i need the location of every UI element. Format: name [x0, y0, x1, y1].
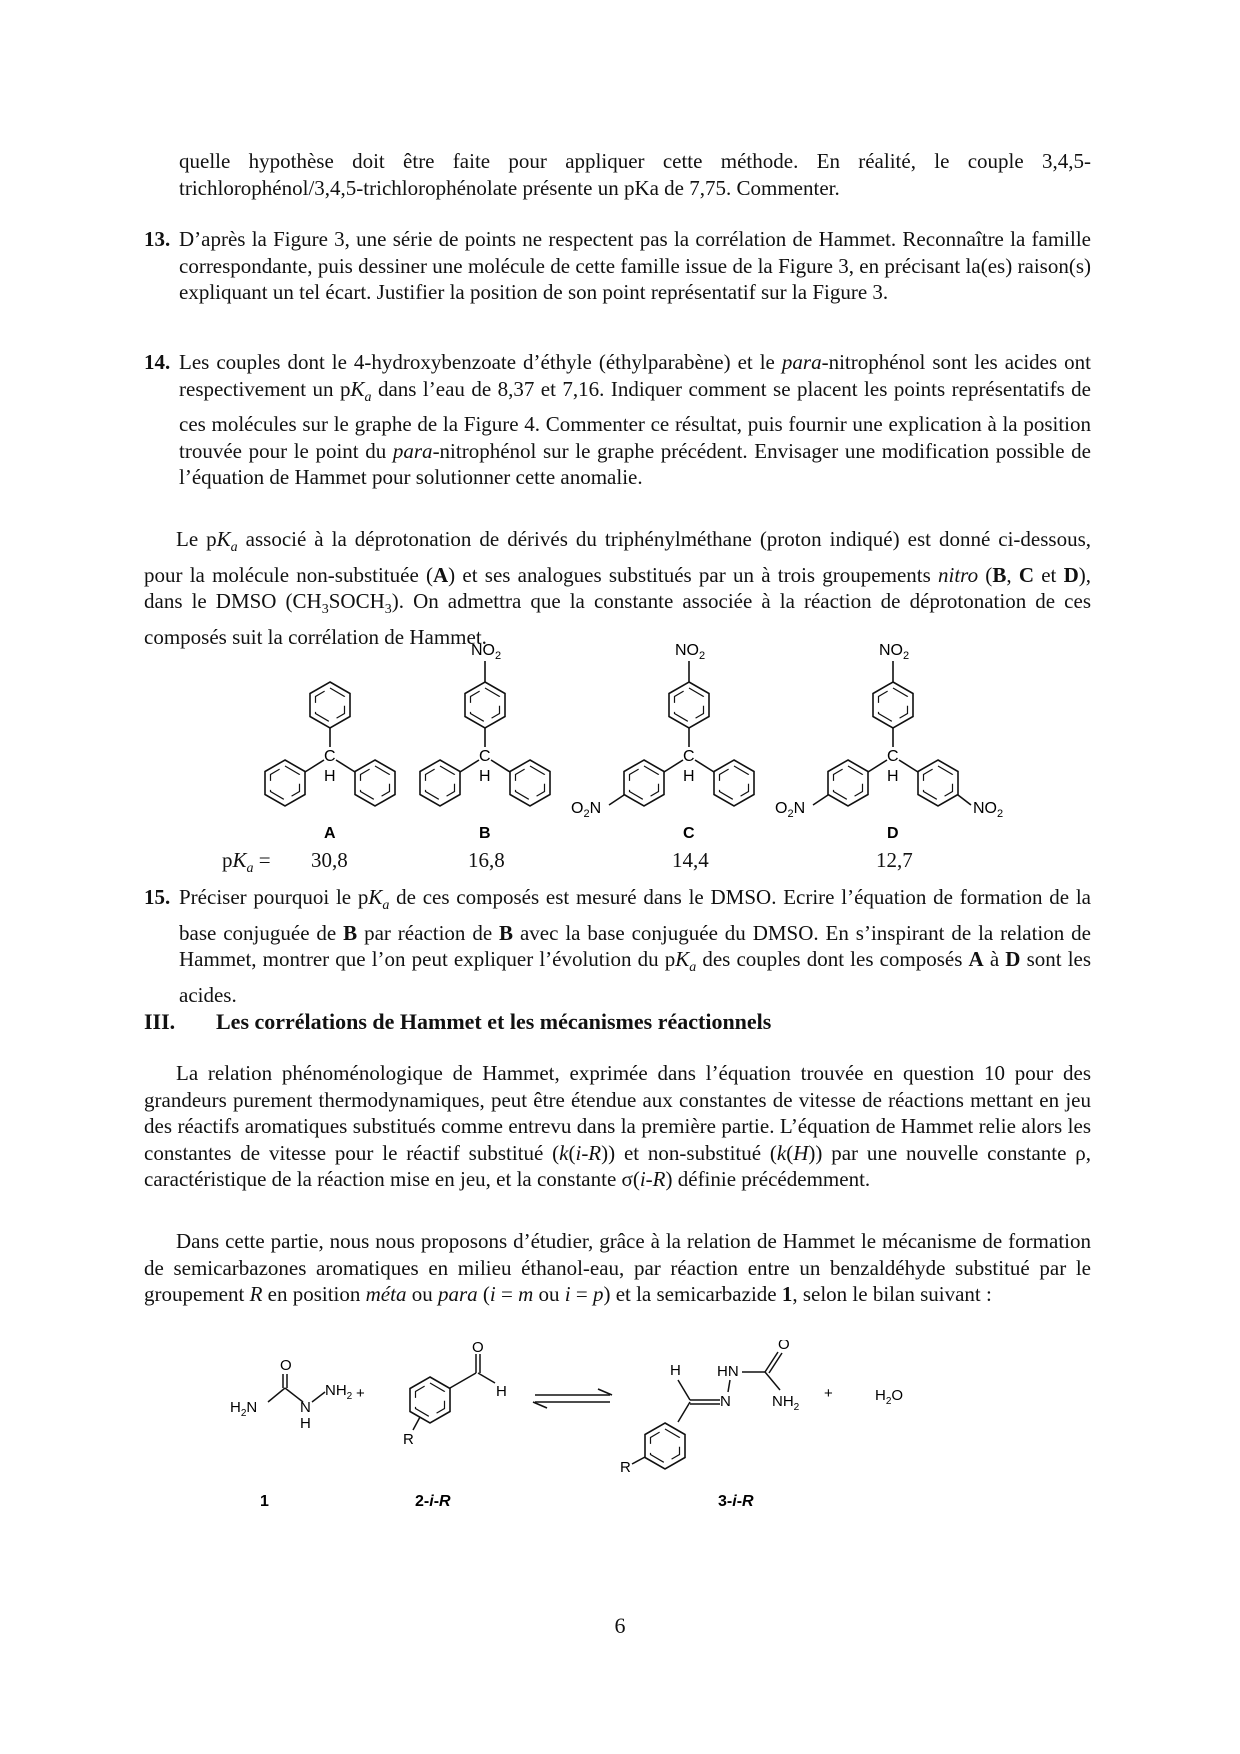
- pka-value-a: 30,8: [311, 848, 348, 872]
- triphenylmethane-figure: [250, 635, 1030, 850]
- no2-label: $NO_2$: [973, 800, 1004, 820]
- molecule-b: [420, 642, 550, 806]
- phenyl-ring: [310, 682, 350, 728]
- plus-sign: +: [824, 1385, 833, 1402]
- question-number: 14.: [144, 350, 171, 374]
- section-title: Les corrélations de Hammet et les mécanismes réactionnels: [216, 1009, 772, 1034]
- question-14: 14. Les couples dont le 4-hydroxybenzoate d’éthyle (éthylparabène) et le para-nitrophénol sont les acides ont respectivement un $pK_a$ dans l’eau de 8,37 et 7,16. Indiquer comment se placent les points représentatifs de ces molécules sur le graphe de la Figure 4. Commenter ce résultat, puis fournir une explication à la position trouvée pour le point du para-nitrophénol sur le graphe précédent. Envisager une modification possible de l’équation de Hammet pour solutionner cette anomalie.: [144, 350, 1092, 490]
- relation-paragraph: La relation phénoménologique de Hammet, exprimée dans l’équation trouvée en question 10 pour des grandeurs purement thermodynamiques, peut être étendue aux constantes de vitesse de réactions mettant en jeu des réactifs aromatiques substitués comme entrevu dans la première partie. L’équation de Hammet relie alors les constantes de vitesse pour le réactif substitué (k(i-R)) et non-substitué (k(H)) par une nouvelle constante ρ, caractéristique de la réaction mise en jeu, et la constante σ(i-R) définie précédemment.: [144, 1061, 1092, 1191]
- water-label: $H_2O$: [875, 1387, 904, 1407]
- molecule-c: [571, 642, 754, 820]
- phenyl-ring: [355, 760, 395, 806]
- compound-label-c: C: [683, 825, 695, 842]
- nitrophenyl-ring: [918, 760, 958, 806]
- nitrophenyl-ring: [624, 760, 664, 806]
- question-13: [144, 226, 1091, 306]
- question-15: 15. Préciser pourquoi le $pK_a$ de ces composés est mesuré dans le DMSO. Ecrire l’équation de formation de la base conjuguée de B par réaction de B avec la base conjuguée du DMSO. En s’inspirant de la relation de Hammet, montrer que l’on peut expliquer l’évolution du $pK_a$ des couples dont les composés A à D sont les acides.: [144, 885, 1092, 1007]
- pka-value-c: 14,4: [672, 848, 709, 872]
- pka-value-d: 12,7: [876, 848, 913, 872]
- section-number: III.: [144, 1009, 176, 1034]
- hydrogen-label: H: [670, 1362, 681, 1379]
- hydrogen-label: H: [300, 1415, 311, 1432]
- page-number: 6: [614, 1613, 626, 1638]
- no2-label: $NO_2$: [471, 642, 502, 662]
- compound-label-3: 3-i-R: [718, 1493, 754, 1510]
- compound-label-2: 2-i-R: [415, 1493, 451, 1510]
- equilibrium-arrow: [533, 1389, 612, 1408]
- compound-label-b: B: [479, 825, 491, 842]
- hydrogen-label: H: [887, 768, 899, 785]
- h2n-label: $H_2N$: [230, 1399, 258, 1419]
- molecule-d: [775, 642, 1003, 820]
- pka-label: $pK_a$ =: [222, 848, 271, 877]
- carbon-label: C: [887, 748, 899, 765]
- semicarbazone: [620, 1340, 800, 1476]
- partie-paragraph: Dans cette partie, nous nous proposons d’étudier, grâce à la relation de Hammet le mécanisme de formation de semicarbazones aromatiques en milieu éthanol-eau, par réaction entre un benzaldéhyde substitué par le groupement R en position méta ou para (i = m ou i = p) et la semicarbazide 1, selon le bilan suivant :: [144, 1229, 1091, 1306]
- nitrogen-label: N: [720, 1393, 731, 1410]
- nitrophenyl-ring: [669, 682, 709, 728]
- nitrophenyl-ring: [465, 682, 505, 728]
- no2-label: $NO_2$: [675, 642, 706, 662]
- benzaldehyde: [403, 1340, 507, 1448]
- nh2-label: $NH_2$: [325, 1382, 353, 1402]
- oxygen-label: O: [280, 1357, 292, 1374]
- hydrogen-label: H: [496, 1383, 507, 1400]
- no2-label: $NO_2$: [879, 642, 910, 662]
- o2n-label: $O_2N$: [775, 800, 806, 820]
- carbon-label: C: [683, 748, 695, 765]
- question-text: D’après la Figure 3, une série de points ne respectent pas la corrélation de Hammet. Reconnaître la famille correspondante, puis dessiner une molécule de cette famille issue de la Figure 3, en précisant la(es) raison(s) expliquant un tel écart. Justifier la position de son point représentatif sur la Figure 3.: [179, 227, 1091, 304]
- continuation-paragraph: quelle hypothèse doit être faite pour appliquer cette méthode. En réalité, le couple 3,4,5-trichlorophénol/3,4,5-trichlorophénolate présente un pKa de 7,75. Commenter.: [179, 149, 1091, 200]
- o2n-label: $O_2N$: [571, 800, 602, 820]
- compound-label-a: A: [324, 825, 336, 842]
- nitrogen-label: N: [300, 1399, 311, 1416]
- nh-label: HN: [717, 1363, 739, 1380]
- plus-sign: +: [356, 1385, 365, 1402]
- carbon-label: C: [479, 748, 491, 765]
- nitrophenyl-ring: [873, 682, 913, 728]
- compound-label-1: 1: [260, 1493, 269, 1510]
- intro-pka-paragraph: Le $pK_a$ associé à la déprotonation de dérivés du triphénylméthane (proton indiqué) est donné ci-dessous, pour la molécule non-substituée (A) et ses analogues substitués par un à trois groupements nitro (B, C et D), dans le DMSO $(CH_3SOCH_3)$. On admettra que la constante associée à la réaction de déprotonation de ces composés suit la corrélation de Hammet.: [144, 527, 1092, 649]
- hydrogen-label: H: [479, 768, 491, 785]
- r-group-label: R: [620, 1459, 631, 1476]
- molecule-a: [265, 682, 395, 806]
- oxygen-label: O: [778, 1340, 790, 1353]
- oxygen-label: O: [472, 1340, 484, 1356]
- hydrogen-label: H: [683, 768, 695, 785]
- phenyl-ring: [510, 760, 550, 806]
- compound-label-d: D: [887, 825, 899, 842]
- question-number: 15.: [144, 885, 171, 909]
- r-group-label: R: [403, 1431, 414, 1448]
- phenyl-ring: [714, 760, 754, 806]
- reaction-scheme: [220, 1340, 1020, 1515]
- nh2-label: $NH_2$: [772, 1393, 800, 1413]
- question-number: 13.: [144, 227, 171, 251]
- phenyl-ring: [420, 760, 460, 806]
- hydrogen-label: H: [324, 768, 336, 785]
- carbon-label: C: [324, 748, 336, 765]
- semicarbazide: [230, 1357, 353, 1432]
- phenyl-ring: [265, 760, 305, 806]
- pka-value-b: 16,8: [468, 848, 505, 872]
- nitrophenyl-ring: [828, 760, 868, 806]
